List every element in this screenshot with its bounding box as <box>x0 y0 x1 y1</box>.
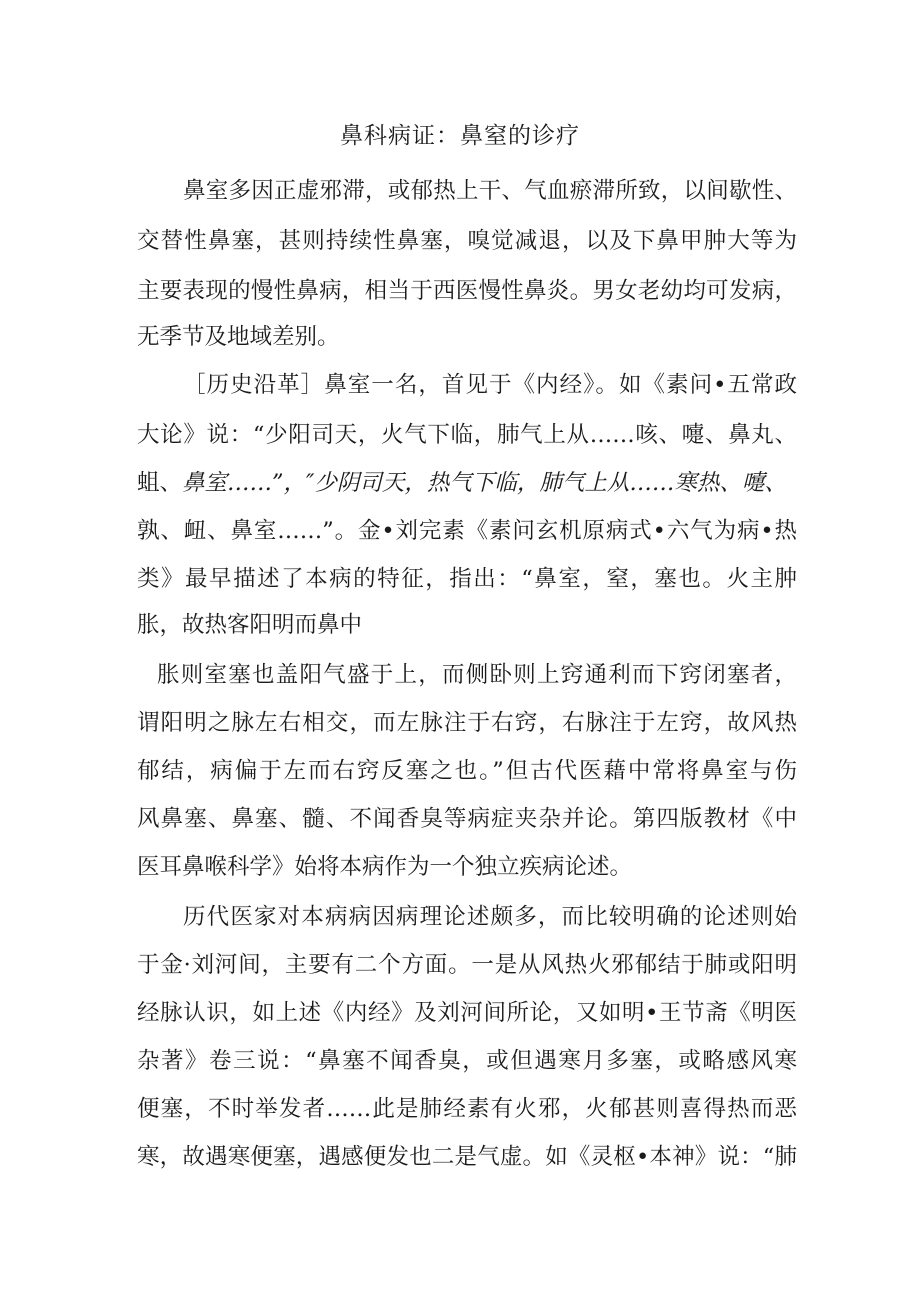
text-line: 胀，故热客阳明而鼻中 <box>137 612 363 638</box>
text-line: 无季节及地域差别。 <box>137 324 340 350</box>
text-line: 经脉认识，如上述《内经》及刘河间所论，又如明•王节斋《明医 <box>137 1000 797 1026</box>
page-title: 鼻科病证：鼻窒的诊疗 <box>340 123 580 149</box>
text-line: 杂著》卷三说：“鼻塞不闻香臭，或但遇寒月多塞，或略感风寒 <box>137 1048 797 1074</box>
text-line: 交替性鼻塞，甚则持续性鼻塞，嗅觉减退，以及下鼻甲肿大等为 <box>137 228 797 254</box>
text-line: 谓阳明之脉左右相交，而左脉注于右窍，右脉注于左窍，故风热 <box>137 710 797 736</box>
text-line: 寒，故遇寒便塞，遇感便发也二是气虚。如《灵枢•本神》说：“肺 <box>137 1144 797 1170</box>
text-segment: 蛆、 <box>137 470 183 496</box>
text-line: 主要表现的慢性鼻病，相当于西医慢性鼻炎。男女老幼均可发病， <box>137 278 797 304</box>
text-line: 大论》说：“少阳司天，火气下临，肺气上从……咳、嚏、鼻丸、 <box>137 422 797 448</box>
text-line: 鼻室多因正虚邪滞，或郁热上干、气血瘀滞所致，以间歇性、 <box>183 178 797 204</box>
text-line: 于金·刘河间，主要有二个方面。一是从风热火邪郁结于肺或阳明 <box>137 952 797 978</box>
text-line: 郁结，病偏于左而右窍反塞之也。”但古代医藉中常将鼻室与伤 <box>137 758 797 784</box>
text-line: 历代医家对本病病因病理论述颇多，而比较明确的论述则始 <box>183 904 797 930</box>
text-line: 孰、衄、鼻室……”。金•刘完素《素问玄机原病式•六气为病•热 <box>137 518 797 544</box>
text-line: 风鼻塞、鼻塞、髓、不闻香臭等病症夹杂并论。第四版教材《中 <box>137 806 797 832</box>
text-line: ［历史沿革］鼻室一名，首见于《内经》。如《素问•五常政 <box>183 372 797 398</box>
text-line: 胀则室塞也盖阳气盛于上，而侧卧则上窍通利而下窍闭塞者， <box>157 662 797 688</box>
text-line: 便塞，不时举发者……此是肺经素有火邪，火郁甚则喜得热而恶 <box>137 1096 797 1122</box>
text-segment-italic: 鼻室……”，″少阴司天，热气下临，肺气上从……寒热、嚏、 <box>182 470 787 496</box>
text-line: 医耳鼻喉科学》始将本病作为一个独立疾病论述。 <box>137 854 633 880</box>
text-line: 类》最早描述了本病的特征，指出：“鼻室，窒，塞也。火主肿 <box>137 566 797 592</box>
text-line-mixed <box>137 458 797 508</box>
